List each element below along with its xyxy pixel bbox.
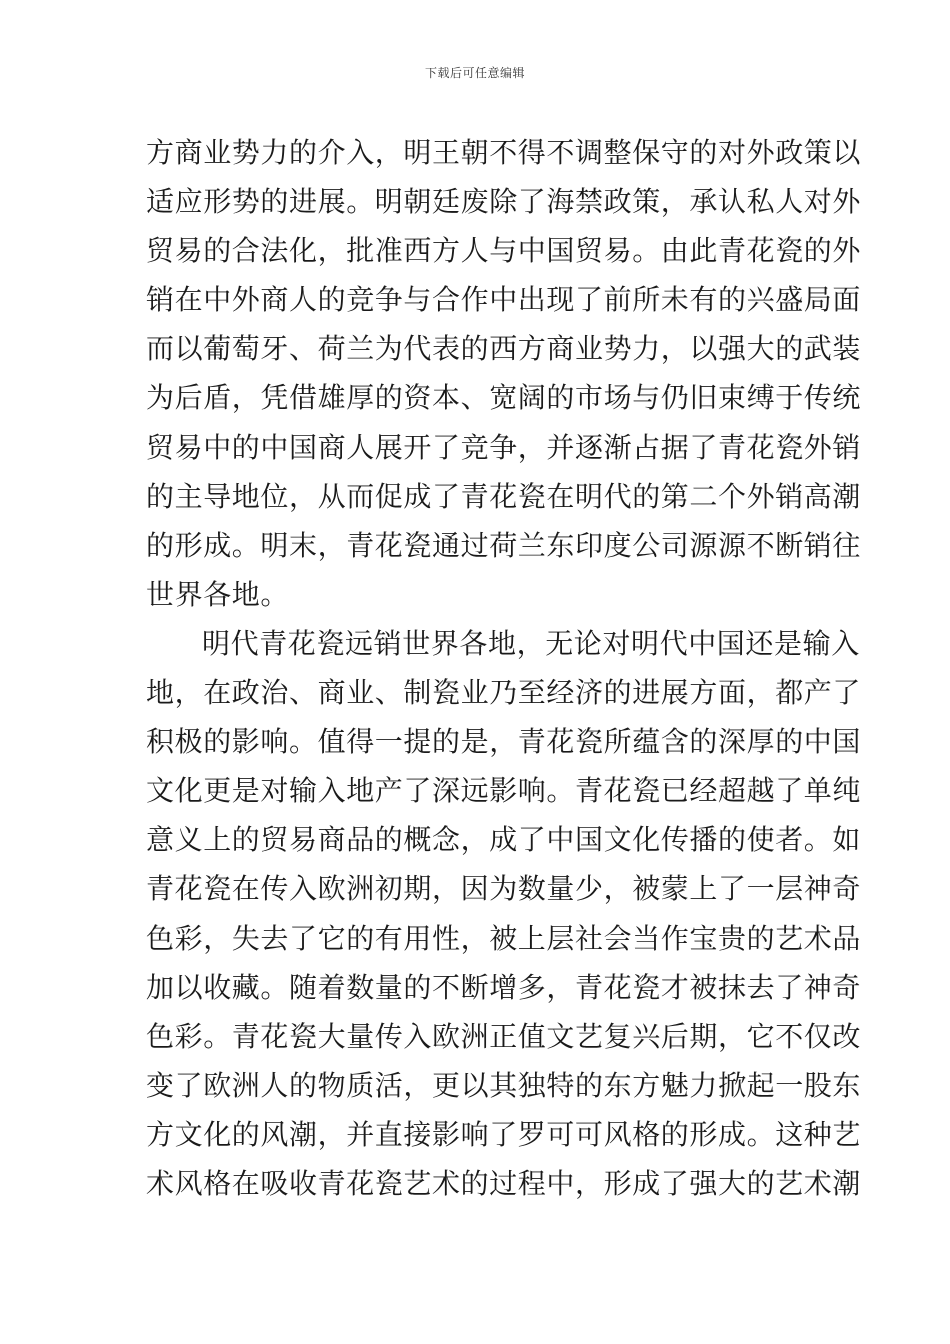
- text-line: 色彩，失去了它的有用性，被上层社会当作宝贵的艺术品: [146, 921, 862, 955]
- text-line: 销在中外商人的竞争与合作中出现了前所未有的兴盛局面: [146, 283, 862, 317]
- text-line: 方文化的风潮，并直接影响了罗可可风格的形成。这种艺: [146, 1117, 862, 1151]
- text-line: 加以收藏。随着数量的不断增多，青花瓷才被抹去了神奇: [146, 970, 862, 1004]
- text-line: 贸易中的中国商人展开了竞争，并逐渐占据了青花瓷外销: [146, 430, 862, 464]
- text-line: 术风格在吸收青花瓷艺术的过程中，形成了强大的艺术潮: [146, 1166, 862, 1200]
- text-line: 方商业势力的介入，明王朝不得不调整保守的对外政策以: [146, 136, 862, 169]
- text-line: 变了欧洲人的物质活，更以其独特的东方魅力掀起一股东: [146, 1068, 862, 1102]
- body-text: [146, 128, 862, 1208]
- text-line: 贸易的合法化，批准西方人与中国贸易。由此青花瓷的外: [146, 234, 862, 268]
- paragraph: [146, 619, 862, 1208]
- text-line: 文化更是对输入地产了深远影响。青花瓷已经超越了单纯: [146, 774, 862, 808]
- text-line: 积极的影响。值得一提的是，青花瓷所蕴含的深厚的中国: [146, 725, 862, 759]
- text-line: 为后盾，凭借雄厚的资本、宽阔的市场与仍旧束缚于传统: [146, 381, 862, 415]
- text-line: 地，在政治、商业、制瓷业乃至经济的进展方面，都产了: [146, 676, 862, 710]
- text-line: 意义上的贸易商品的概念，成了中国文化传播的使者。如: [146, 823, 862, 857]
- text-line: 世界各地。: [146, 577, 290, 611]
- text-line: 适应形势的进展。明朝廷废除了海禁政策，承认私人对外: [146, 185, 862, 219]
- page-header: 下载后可任意编辑: [424, 66, 525, 80]
- text-line: 明代青花瓷远销世界各地，无论对明代中国还是输入: [202, 626, 860, 660]
- text-line: 的形成。明末，青花瓷通过荷兰东印度公司源源不断销往: [146, 528, 862, 562]
- text-line: 色彩。青花瓷大量传入欧洲正值文艺复兴后期，它不仅改: [146, 1019, 862, 1053]
- text-line: 青花瓷在传入欧洲初期，因为数量少，被蒙上了一层神奇: [146, 872, 862, 906]
- paragraph: [146, 128, 862, 619]
- text-line: 而以葡萄牙、荷兰为代表的西方商业势力，以强大的武装: [146, 332, 862, 366]
- text-line: 的主导地位，从而促成了青花瓷在明代的第二个外销高潮: [146, 479, 862, 513]
